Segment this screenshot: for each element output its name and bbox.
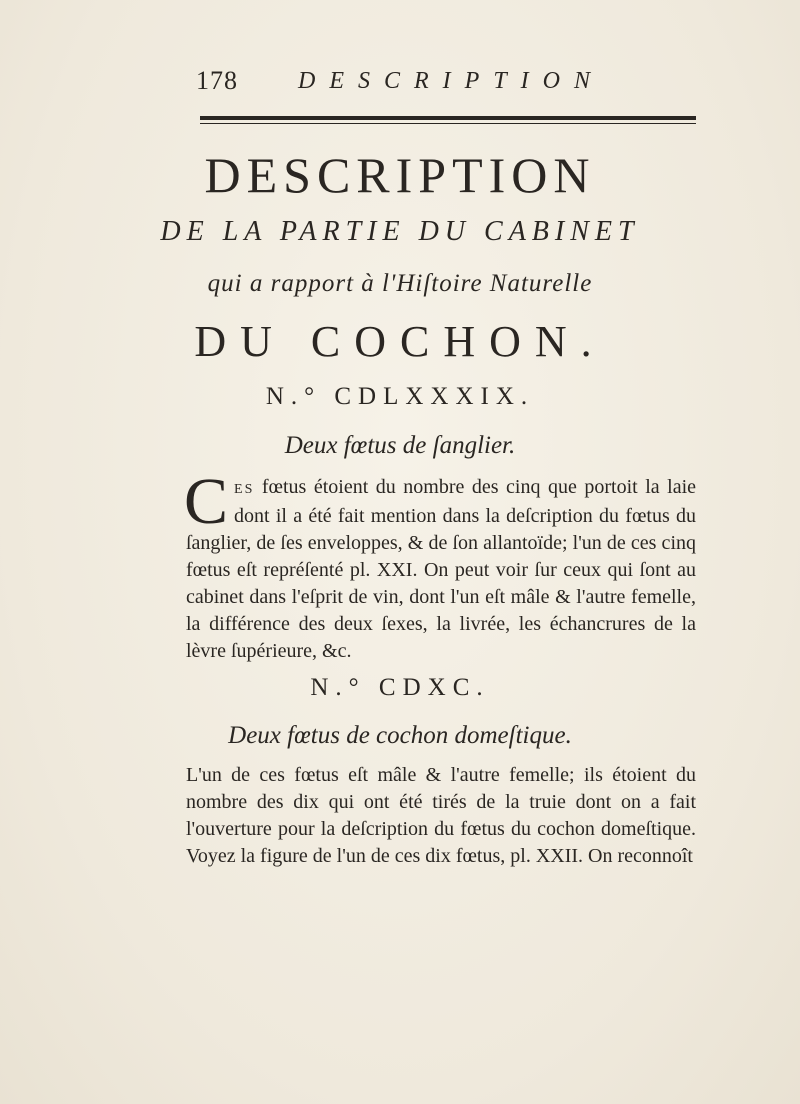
main-title: DESCRIPTION xyxy=(204,147,596,203)
running-head xyxy=(196,66,706,100)
header-rule xyxy=(200,116,696,124)
entry-caption: Deux fœtus de ſanglier. xyxy=(284,432,516,459)
sub-title-italic: qui a rapport à l'Hiſtoire Naturelle xyxy=(207,270,593,297)
paragraph-text: fœtus étoient du nombre des cinq que portoit la laie dont il a été fait mention dans la deſcription du fœtus du ſanglier, de ſes enveloppes, & de ſon allantoïde; l'un de ces cinq fœtus eſt repréſenté pl. XXI. On peut voir ſur ceux qui ſont au cabinet dans l'eſprit de vin, dont l'un eſt mâle & l'autre femelle, la différence des deux ſexes, la livrée, les échancrures de la lèvre ſupérieure, &c. xyxy=(186,476,696,662)
running-title: DESCRIPTION xyxy=(298,68,604,94)
page-number: 178 xyxy=(196,66,238,95)
entry-number: N.° CDXC. xyxy=(310,674,490,701)
drop-cap: C xyxy=(184,465,229,538)
paragraph-text: L'un de ces fœtus eſt mâle & l'autre femelle; ils étoient du nombre des dix qui ont été tirés de la truie dont on a fait l'ouverture pour la deſcription du fœtus du cochon domeſtique. Voyez la figure de l'un de ces dix fœtus, pl. XXII. On reconnoît xyxy=(186,764,696,867)
entry-paragraph xyxy=(186,762,696,870)
sub-title: DE LA PARTIE DU CABINET xyxy=(160,216,640,247)
entry-number: N.° CDLXXXIX. xyxy=(265,383,535,410)
entry-caption: Deux fœtus de cochon domeſtique. xyxy=(228,722,572,749)
small-caps-lead: ES xyxy=(234,482,255,497)
entry-paragraph xyxy=(184,465,696,665)
animal-title: DU COCHON. xyxy=(194,317,606,366)
